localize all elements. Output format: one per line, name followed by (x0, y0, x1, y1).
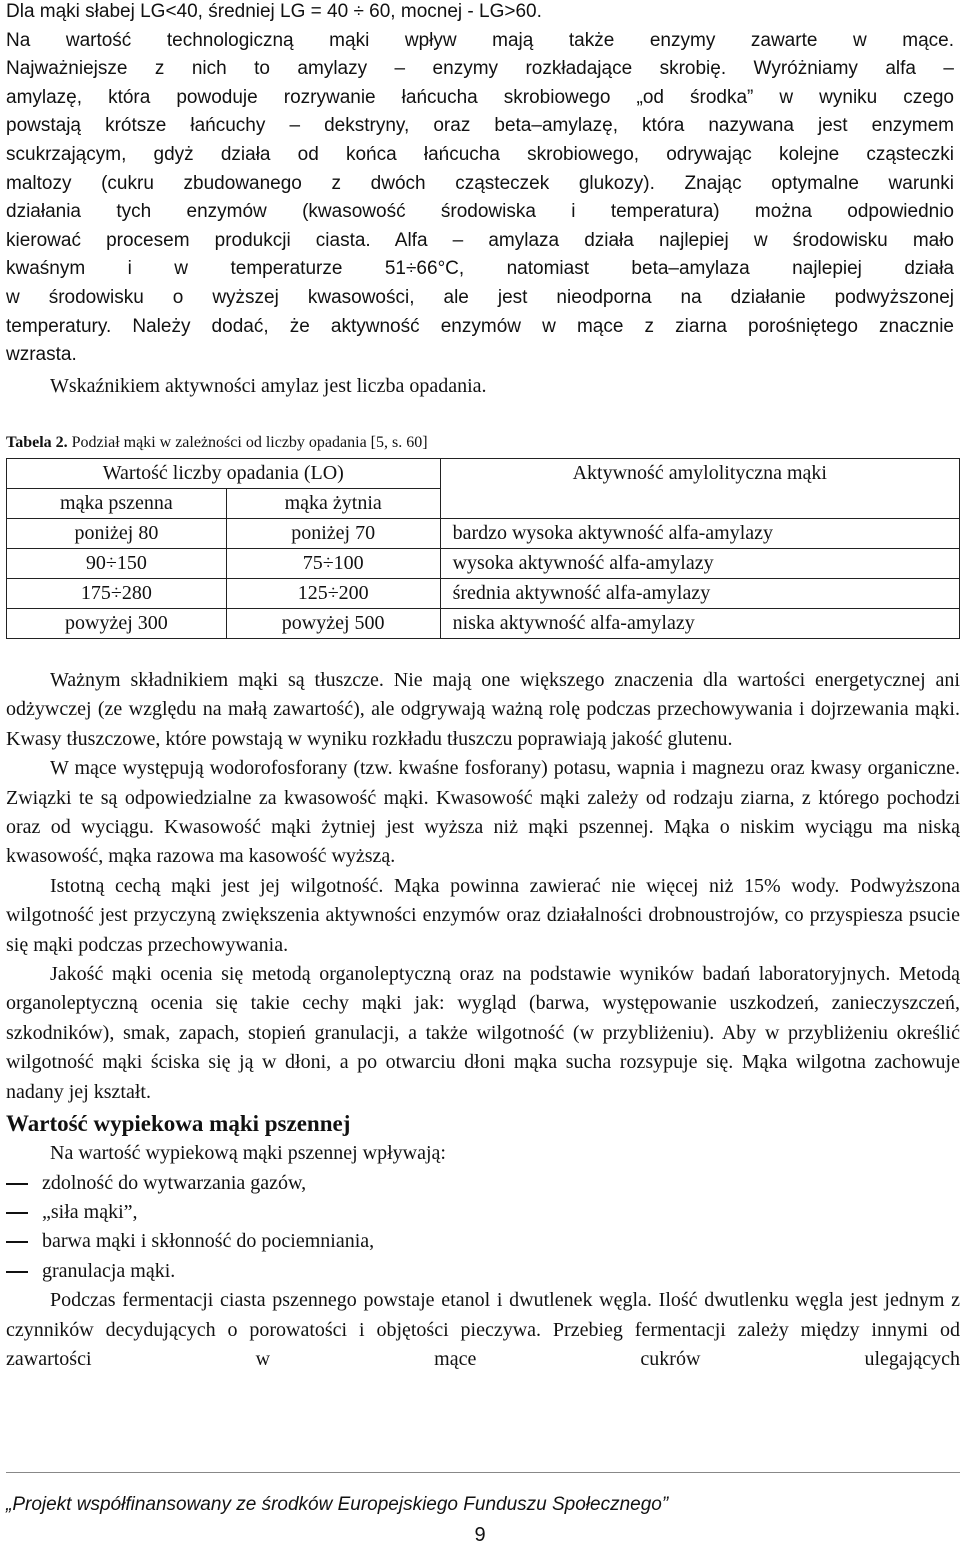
table-row (7, 609, 960, 639)
page-number: 9 (474, 1524, 486, 1546)
paragraph-quality: Jakość mąki ocenia się metodą organoleptyczną oraz na podstawie wyników badań laboratoryjnych. Metodą organoleptyczną ocenia się takie cechy mąki jak: wygląd (barwa, występowanie uszkodzeń, zanieczyszczeń, szkodników), smak, zapach, stopień granulacji, a także wilgotność (w przybliżeniu). Aby w przybliżeniu określić wilgotność mąki ściska się ją w dłoni, a po otwarciu dłoni mąka sucha rozsypuje się. Mąka wilgotna zachowuje nadany jej kształt. (6, 963, 960, 1103)
cell-activity: niska aktywność alfa-amylazy (440, 609, 959, 639)
intro-line: kwaśnym i w temperaturze 51÷66°C, natomiast beta–amylaza najlepiej działa (6, 258, 954, 280)
dash-bullet-icon (6, 1271, 28, 1273)
cell-wheat: 90÷150 (7, 549, 227, 579)
paragraph-acids: W mące występują wodorofosforany (tzw. kwaśne fosforany) potasu, wapnia i magnezu oraz kwasy organiczne. Związki te są odpowiedzialne za kwasowość mąki. Kwasowość mąki zależy od rodzaju ziarna, z którego pochodzi oraz od wyciągu. Kwasowość mąki żytniej jest wyższa niż mąki pszennej. Mąka o niskim wyciągu ma niską kwasowość, mąka razowa ma kasowość wyższą. (6, 757, 960, 868)
intro-line: Na wartość technologiczną mąki wpływ mają także enzymy zawarte w mące. (6, 29, 954, 51)
intro-line: powstają krótsze łańcuchy – dekstryny, oraz beta–amylazę, która nazywana jest enzymem (6, 115, 954, 137)
list-item (6, 1227, 960, 1256)
paragraph-fermentation: Podczas fermentacji ciasta pszennego powstaje etanol i dwutlenek węgla. Ilość dwutlenku węgla jest jednym z czynników decydujących o porowatości i objętości pieczywa. Przebieg fermentacji zależy między innymi od zawartości w mące cukrów ulegających (6, 1289, 960, 1370)
list-item-text: granulacja mąki. (42, 1259, 176, 1282)
table-row (7, 519, 960, 549)
table-subheader-row (7, 489, 960, 519)
list-item-text: „siła mąki”, (42, 1200, 138, 1223)
table-caption-text: Podział mąki w zależności od liczby opadania [5, s. 60] (71, 434, 428, 451)
table-header-row (7, 459, 960, 489)
cell-activity: bardzo wysoka aktywność alfa-amylazy (440, 519, 959, 549)
intro-line: scukrzającym, gdyż działa od końca łańcucha skrobiowego, odrywając kolejne cząsteczki (6, 143, 954, 165)
cell-wheat: poniżej 80 (7, 519, 227, 549)
cell-rye: 125÷200 (226, 579, 440, 609)
header-lo: Wartość liczby opadania (LO) (7, 459, 441, 489)
subheader-wheat: mąka pszenna (7, 489, 227, 519)
dash-bullet-icon (6, 1212, 28, 1214)
table-row (7, 579, 960, 609)
list-item (6, 1198, 960, 1227)
intro-line: wzrasta. (6, 344, 77, 366)
intro-line: temperatury. Należy dodać, że aktywność enzymów w mące z ziarna porośniętego znacznie (6, 315, 954, 337)
dash-bullet-icon (6, 1241, 28, 1243)
footer-divider (6, 1472, 960, 1473)
intro-paragraph (6, 0, 954, 370)
subheader-empty (440, 489, 959, 519)
falling-number-table (6, 458, 960, 639)
list-item (6, 1169, 960, 1198)
table-row (7, 549, 960, 579)
intro-line: maltozy (cukru zbudowanego z dwóch cząsteczek glukozy). Znając optymalne warunki (6, 172, 954, 194)
footer-text: „Projekt współfinansowany ze środków Europejskiego Funduszu Społecznego” (6, 1494, 669, 1515)
cell-activity: średnia aktywność alfa-amylazy (440, 579, 959, 609)
intro-line: działania tych enzymów (kwasowość środowiska i temperatura) można odpowiednio (6, 201, 954, 223)
intro-line: w środowisku o wyższej kwasowości, ale jest nieodporna na działanie podwyższonej (6, 286, 954, 308)
intro-line: Najważniejsze z nich to amylazy – enzymy rozkładające skrobię. Wyróżniamy alfa – (6, 58, 954, 80)
table-caption-label: Tabela 2. (6, 434, 68, 451)
paragraph-fats: Ważnym składnikiem mąki są tłuszcze. Nie mają one większego znaczenia dla wartości energetycznej ani odżywczej (ze względu na małą zawartość), ale odgrywają ważną rolę podczas przechowywania i dojrzewania mąki. Kwasy tłuszczowe, które powstają w wyniku rozkładu tłuszczu poprawiają jakość glutenu. (6, 669, 960, 750)
list-item-text: zdolność do wytwarzania gazów, (42, 1171, 307, 1194)
list-item (6, 1257, 960, 1286)
cell-rye: poniżej 70 (226, 519, 440, 549)
list-item-text: barwa mąki i skłonność do pociemniania, (42, 1230, 375, 1253)
baking-factors-list (6, 1169, 960, 1287)
body-section (6, 666, 960, 1374)
cell-wheat: powyżej 300 (7, 609, 227, 639)
intro-line: amylazę, która powoduje rozrywanie łańcucha skrobiowego „od środka” w wyniku czego (6, 86, 954, 108)
header-activity: Aktywność amylolityczna mąki (440, 459, 959, 489)
cell-wheat: 175÷280 (7, 579, 227, 609)
subheader-rye: mąka żytnia (226, 489, 440, 519)
table-caption (6, 434, 428, 452)
indicator-sentence: Wskaźnikiem aktywności amylaz jest liczba opadania. (50, 375, 487, 397)
intro-line: kierować procesem produkcji ciasta. Alfa – amylaza działa najlepiej w środowisku mało (6, 229, 954, 251)
intro-line: Dla mąki słabej LG<40, średniej LG = 40 ÷ 60, mocnej - LG>60. (6, 1, 542, 22)
cell-activity: wysoka aktywność alfa-amylazy (440, 549, 959, 579)
section-heading: Wartość wypiekowa mąki pszennej (6, 1111, 351, 1137)
cell-rye: 75÷100 (226, 549, 440, 579)
paragraph-moisture: Istotną cechą mąki jest jej wilgotność. Mąka powinna zawierać nie więcej niż 15% wody. Podwyższona wilgotność jest przyczyną zwiększenia aktywności enzymów oraz działalności drobnoustrojów, co przyspiesza psucie się mąki podczas przechowywania. (6, 874, 960, 956)
cell-rye: powyżej 500 (226, 609, 440, 639)
dash-bullet-icon (6, 1183, 28, 1185)
paragraph-baking-intro: Na wartość wypiekową mąki pszennej wpływają: (50, 1142, 446, 1165)
